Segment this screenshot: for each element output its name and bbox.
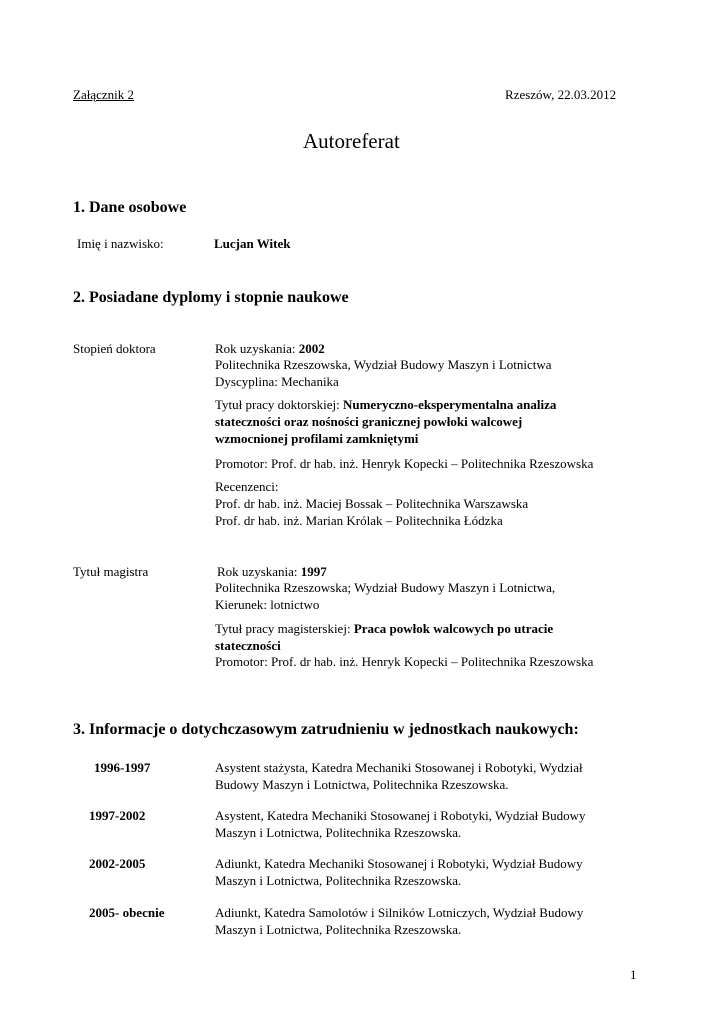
employment-period: 1997-2002 [89,808,146,823]
master-promotor: Promotor: Prof. dr hab. inż. Henryk Kopecki – Politechnika Rzeszowska [215,654,594,669]
master-thesis-line [215,620,553,638]
employment-description-line2: Maszyn i Lotnictwa, Politechnika Rzeszowska. [215,873,462,888]
name-value: Lucjan Witek [214,236,291,251]
doctor-thesis-label: Tytuł pracy doktorskiej: [215,397,343,412]
employment-description-line1: Asystent, Katedra Mechaniki Stosowanej i Robotyki, Wydział Budowy [215,808,586,823]
attachment-label: Załącznik 2 [73,87,134,102]
section-heading-employment: 3. Informacje o dotychczasowym zatrudnieniu w jednostkach naukowych: [73,721,579,738]
doctor-institution: Politechnika Rzeszowska, Wydział Budowy Maszyn i Lotnictwa [215,357,552,372]
master-thesis-title-2: stateczności [215,638,281,653]
master-year: 1997 [300,564,327,579]
employment-description-line2: Maszyn i Lotnictwa, Politechnika Rzeszowska. [215,922,462,937]
doctor-thesis-title-3: wzmocnionej profilami zamkniętymi [215,431,419,446]
master-label: Tytuł magistra [73,564,149,579]
master-thesis-label: Tytuł pracy magisterskiej: [215,621,354,636]
page-number: 1 [630,967,637,982]
doctor-year-label: Rok uzyskania: [215,341,299,356]
doctor-reviewer-2: Prof. dr hab. inż. Marian Królak – Politechnika Łódzka [215,513,503,528]
doctor-thesis-title-1: Numeryczno-eksperymentalna analiza [342,397,557,412]
doctor-promotor: Promotor: Prof. dr hab. inż. Henryk Kopecki – Politechnika Rzeszowska [215,456,594,471]
employment-period: 2002-2005 [89,856,146,871]
doctor-label: Stopień doktora [73,341,156,356]
doctor-reviewer-1: Prof. dr hab. inż. Maciej Bossak – Politechnika Warszawska [215,496,529,511]
employment-description-line1: Adiunkt, Katedra Mechaniki Stosowanej i Robotyki, Wydział Budowy [215,856,583,871]
employment-description-line2: Budowy Maszyn i Lotnictwa, Politechnika Rzeszowska. [215,777,509,792]
employment-description-line1: Adiunkt, Katedra Samolotów i Silników Lotniczych, Wydział Budowy [215,905,584,920]
master-institution: Politechnika Rzeszowska; Wydział Budowy Maszyn i Lotnictwa, [215,580,556,595]
place-date: Rzeszów, 22.03.2012 [505,87,617,102]
page-title: Autoreferat [303,129,400,153]
master-thesis-title-1: Praca powłok walcowych po utracie [353,621,554,636]
name-label: Imię i nazwisko: [77,236,164,251]
doctor-discipline: Dyscyplina: Mechanika [215,374,339,389]
doctor-thesis-title-2: stateczności oraz nośności granicznej powłoki walcowej [215,414,523,429]
employment-period: 2005- obecnie [89,905,165,920]
section-heading-degrees: 2. Posiadane dyplomy i stopnie naukowe [73,289,349,306]
employment-description-line1: Asystent stażysta, Katedra Mechaniki Stosowanej i Robotyki, Wydział [215,760,583,775]
employment-period: 1996-1997 [94,760,151,775]
employment-description-line2: Maszyn i Lotnictwa, Politechnika Rzeszowska. [215,825,462,840]
section-heading-personal: 1. Dane osobowe [73,199,187,216]
doctor-reviewers-label: Recenzenci: [215,479,279,494]
master-year-label: Rok uzyskania: [217,564,301,579]
doctor-thesis-line [215,396,556,414]
doctor-year: 2002 [298,341,325,356]
master-field: Kierunek: lotnictwo [215,597,320,612]
